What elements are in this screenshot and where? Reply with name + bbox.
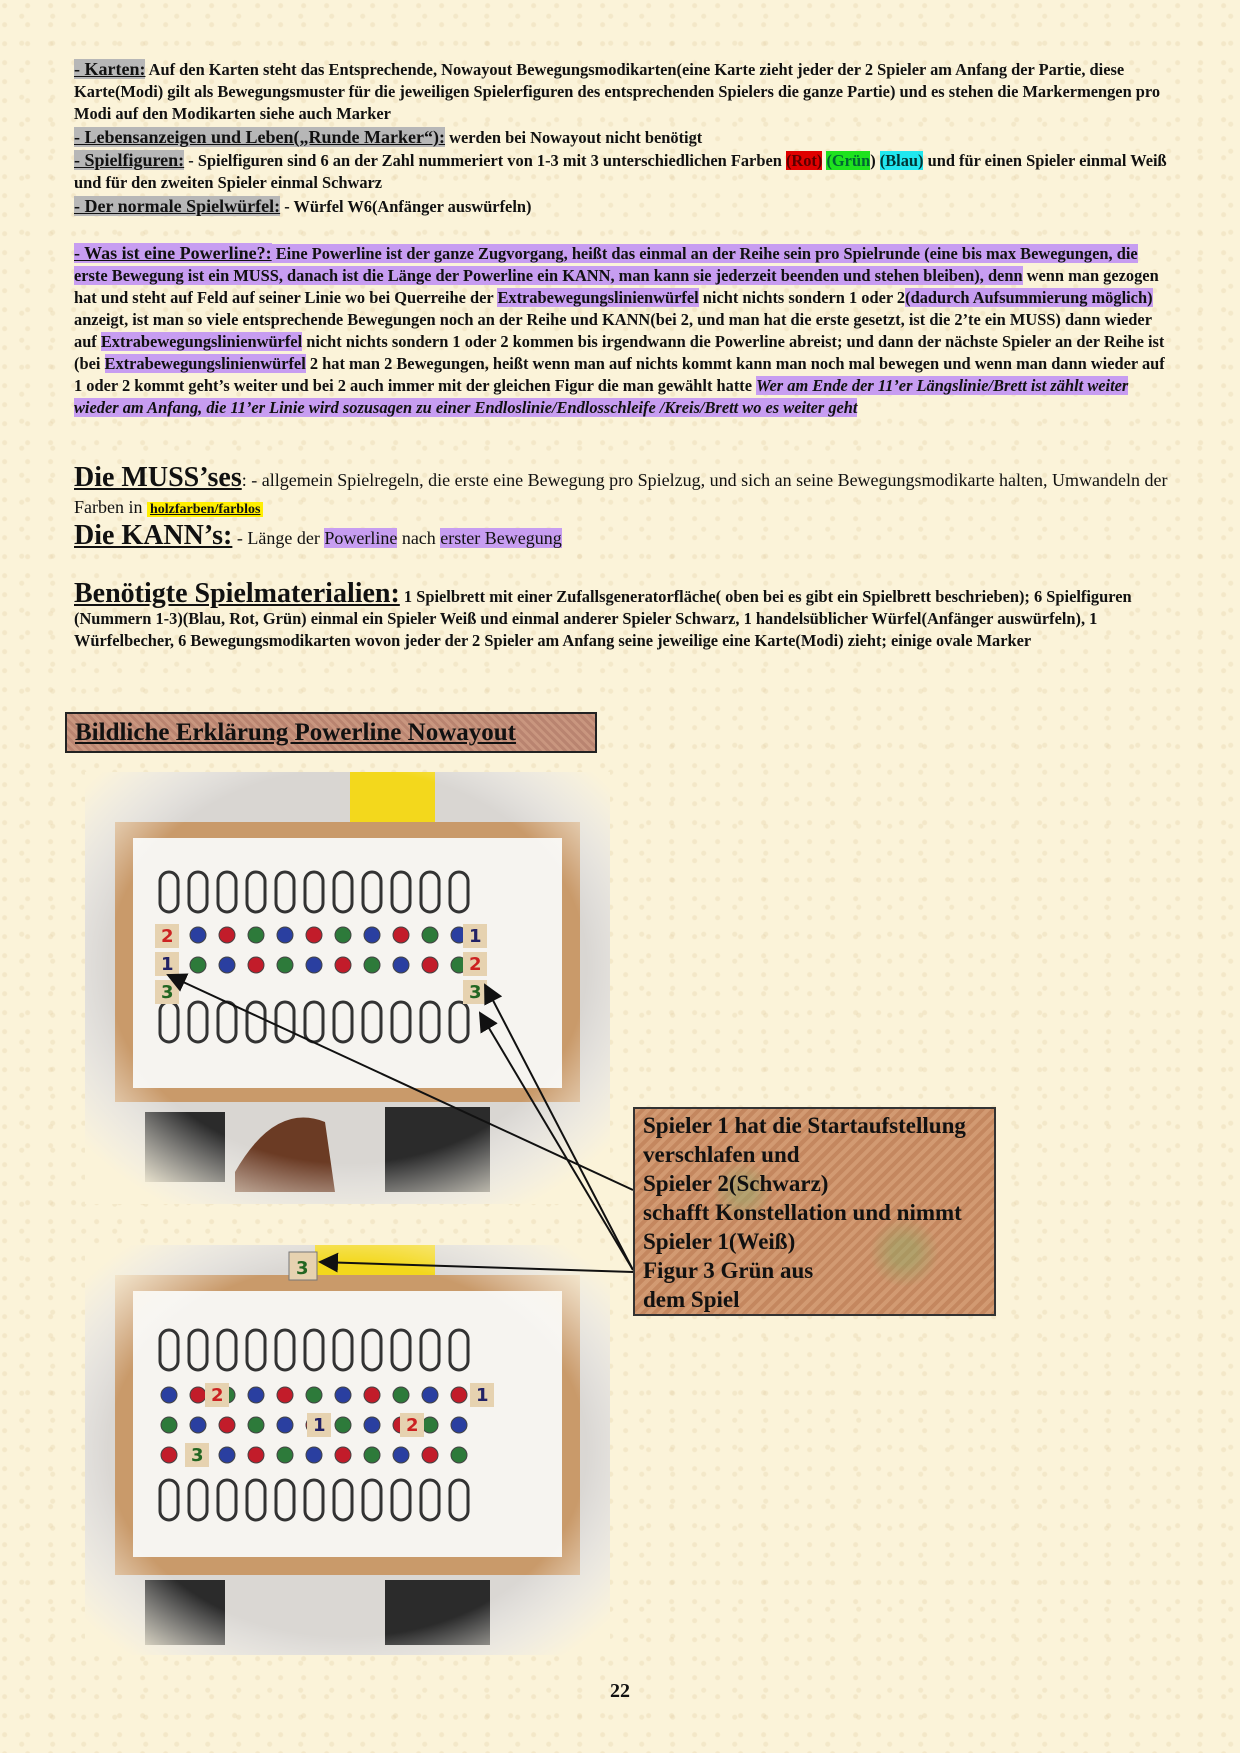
powerline-label: - Was ist eine Powerline?: [74,243,272,263]
powerline-italic: Wer am Ende der 11’er Längslinie/Brett ist zählt weiter wieder am Anfang, die 11’er Linie wird sozusagen zu einer Endloslinie/Endlosschleife /Kreis/Brett wo es weiter geht [74,376,1129,417]
kann-text-1: - Länge der [232,528,325,548]
kann-text-2: nach [397,528,441,548]
powerline-text-4: nicht nichts sondern 1 oder 2 kommen bis irgendwann die Powerline abreist; und dann der nächste Spieler an der Reihe ist (bei [74,332,1165,373]
powerline-text-1: wenn man gezogen hat und steht auf Feld auf seiner Linie wo bei Querreihe der [74,266,1159,307]
extra-word-1: Extrabewegungslinienwürfel [497,288,699,307]
arrow-4 [320,1262,633,1272]
callout-line-2: verschlafen und [643,1142,800,1167]
leben-label: - Lebensanzeigen und Leben(„Runde Marker“): [74,127,446,147]
powerline-text-3: anzeigt, ist man so viele entsprechende Bewegungen noch an der Reihe und KANN(bei 2, und man hat die erste gesetzt, ist die 2’te ein MUSS) dann wieder auf [74,310,1152,351]
color-blau: (Blau) [879,151,924,170]
callout-line-7: dem Spiel [643,1287,740,1312]
extra-word-3: Extrabewegungslinienwürfel [104,354,306,373]
arrow-3 [480,1013,633,1270]
kann-erster: erster Bewegung [440,528,562,548]
figure-title: Bildliche Erklärung Powerline Nowayout [75,718,516,746]
muss-text: : - allgemein Spielregeln, die erste eine Bewegung pro Spielzug, und sich an seine Bewegungsmodikarte halten, Umwandeln der Farben in [74,470,1168,517]
callout-line-3: Spieler 2(Schwarz) [643,1171,829,1196]
callout-line-6: Figur 3 Grün aus [643,1258,814,1283]
figuren-label: - Spielfiguren: [74,150,185,170]
explanation-callout [633,1107,996,1316]
powerline-text-5: 2 hat man 2 Bewegungen, heißt wenn man auf nichts kommt kann man noch mal bewegen und wenn man dann wieder auf 1 oder 2 kommt geht’s weiter und bei 2 auch immer mit der gleichen Figur die man gewählt hatte [74,354,1165,395]
muss-title: Die MUSS’ses [74,462,242,493]
kann-title: Die KANN’s: [74,520,233,551]
leben-text: werden bei Nowayout nicht benötigt [445,128,703,147]
callout-line-4: schafft Konstellation und nimmt [643,1200,962,1225]
karten-text: Auf den Karten steht das Entsprechende, Nowayout Bewegungsmodikarten(eine Karte zieht jeder der 2 Spieler am Anfang der Partie, diese Karte(Modi) gilt als Bewegungsmuster für die jeweiligen Spielerfiguren des entsprechenden Spielers die ganze Partie) und es stehen die Markermengen pro Modi auf den Modikarten siehe auch Marker [74,60,1161,123]
arrow-2 [485,985,633,1270]
page-number: 22 [610,1680,630,1702]
muss-yellow: holzfarben/farblos [147,502,263,517]
powerline-text-2: nicht nichts sondern 1 oder 2 [698,288,906,307]
wuerfel-label: - Der normale Spielwürfel: [74,196,281,216]
material-title: Benötigte Spielmaterialien: [74,578,400,609]
removed-piece-label: 3 [296,1258,309,1279]
paren-close: ) [870,151,876,170]
extra-word-2: Extrabewegungslinienwürfel [100,332,303,351]
wuerfel-text: - Würfel W6(Anfänger auswürfeln) [280,197,532,216]
powerline-purple-2: (dadurch Aufsummierung möglich) [905,288,1153,307]
figuren-text-1: - Spielfiguren sind 6 an der Zahl nummeriert von 1-3 mit 3 unterschiedlichen Farben [184,151,786,170]
color-gruen: (Grün [826,151,871,170]
callout-line-1: Spieler 1 hat die Startaufstellung [643,1113,966,1138]
karten-label: - Karten: [74,59,146,79]
kann-powerline: Powerline [324,528,398,548]
material-text: 1 Spielbrett mit einer Zufallsgeneratorfläche( oben bei es gibt ein Spielbrett beschrieben); 6 Spielfiguren (Nummern 1-3)(Blau, Rot, Grün) einmal ein Spieler Weiß und einmal anderer Spieler Schwarz, 1 handelsüblicher Würfel(Anfänger auswürfeln), 1 Würfelbecher, 6 Bewegungsmodikarten wovon jeder der 2 Spieler am Anfang seine jeweilige eine Karte(Modi) zieht; einige ovale Marker [74,587,1132,650]
figuren-text-2: und für einen Spieler einmal Weiß und für den zweiten Spieler einmal Schwarz [74,151,1167,192]
callout-line-5: Spieler 1(Weiß) [643,1229,796,1254]
arrow-1 [168,975,633,1190]
powerline-purple-1: Eine Powerline ist der ganze Zugvorgang, heißt das einmal an der Reihe sein pro Spielrunde (eine bis max Bewegungen, die erste Bewegung ist ein MUSS, danach ist die Länge der Powerline ein KANN, man kann sie jederzeit beenden und stehen bleiben), denn [74,244,1138,285]
color-rot: (Rot) [785,151,823,170]
